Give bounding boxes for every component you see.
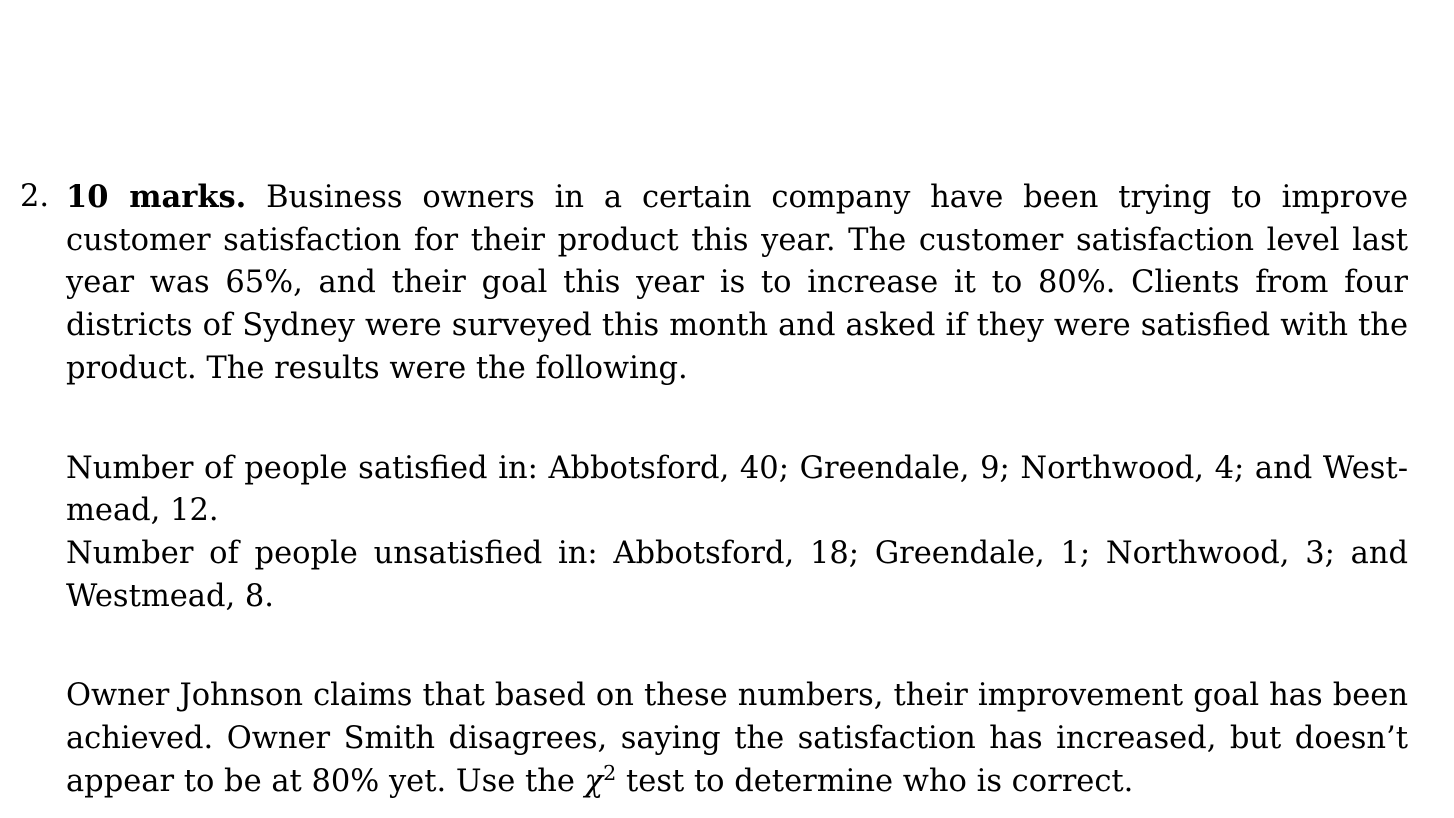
survey-results [66, 448, 1408, 619]
question-text-end: test to determine who is correct. [616, 763, 1134, 799]
problem-number: 2. [20, 179, 50, 214]
intro-text: Business owners in a certain company have been trying to improve customer satisfaction for their product this year. The customer satisfaction level last year was 65%, and their goal this year is to increase it to 80%. Clients from four districts of Sydney were surveyed this month and asked if they were satisfied with the product. The results were the following. [66, 180, 1408, 386]
unsatisfied-counts: Number of people unsatisfied in: Abbotsford, 18; Greendale, 1; Northwood, 3; and Westmead, 8. [66, 535, 1408, 614]
question-text: Owner Johnson claims that based on these numbers, their improvement goal has been achieved. Owner Smith disagrees, saying the satisfaction has increased, but doesn’t appear to be at 80% yet. Use the [66, 678, 1408, 799]
chi-squared-exponent: 2 [603, 760, 617, 785]
satisfied-counts: Number of people satisfied in: Abbotsford, 40; Greendale, 9; Northwood, 4; and Westmead, 12. [66, 450, 1408, 529]
problem-block [20, 176, 1410, 803]
question-paragraph [66, 675, 1408, 803]
marks-label: 10 marks. [66, 179, 247, 215]
chi-squared-symbol: χ [584, 763, 604, 799]
problem-body [66, 176, 1408, 803]
intro-paragraph [66, 176, 1408, 391]
